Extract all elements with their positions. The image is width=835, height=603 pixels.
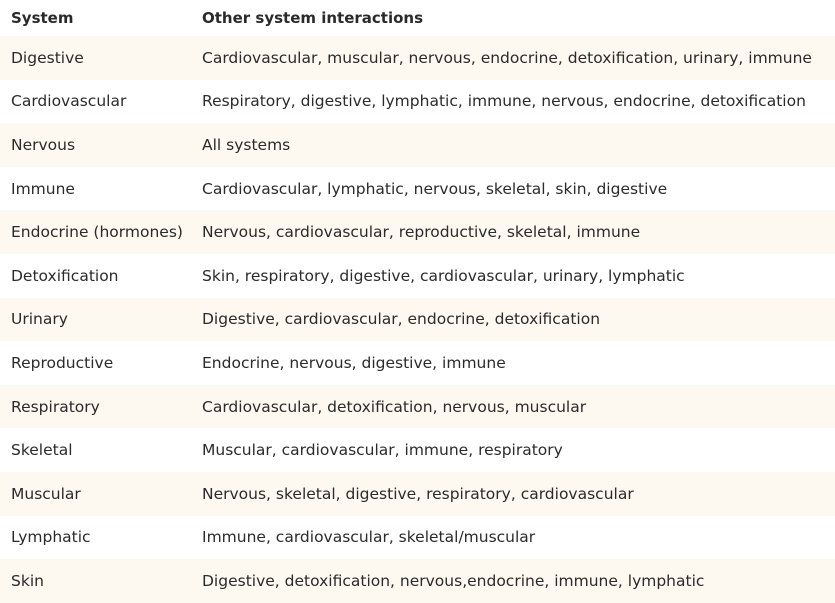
interactions-cell: Digestive, detoxification, nervous,endocrine, immune, lymphatic <box>202 571 705 590</box>
table-row <box>0 298 835 342</box>
table-row <box>0 80 835 124</box>
table-row <box>0 472 835 516</box>
system-cell: Urinary <box>11 310 68 329</box>
table-row <box>0 210 835 254</box>
system-cell: Nervous <box>11 135 76 154</box>
interactions-cell: Endocrine, nervous, digestive, immune <box>202 353 506 372</box>
system-cell: Reproductive <box>11 353 114 372</box>
interactions-cell: Digestive, cardiovascular, endocrine, detoxification <box>202 310 601 329</box>
table-row <box>0 516 835 560</box>
table-row <box>0 428 835 472</box>
interactions-cell: Respiratory, digestive, lymphatic, immune, nervous, endocrine, detoxification <box>202 92 806 111</box>
interactions-cell: Immune, cardiovascular, skeletal/muscular <box>202 528 536 547</box>
interactions-cell: Skin, respiratory, digestive, cardiovascular, urinary, lymphatic <box>202 266 685 285</box>
table-row <box>0 254 835 298</box>
interactions-cell: All systems <box>202 135 291 154</box>
header-system: System <box>11 9 74 27</box>
table-row <box>0 167 835 211</box>
system-cell: Muscular <box>11 484 81 503</box>
interactions-cell: Cardiovascular, lymphatic, nervous, skeletal, skin, digestive <box>202 179 668 198</box>
table-row <box>0 559 835 603</box>
table-row <box>0 36 835 80</box>
system-cell: Immune <box>11 179 75 198</box>
system-cell: Endocrine (hormones) <box>11 223 183 242</box>
interactions-cell: Muscular, cardiovascular, immune, respiratory <box>202 441 563 460</box>
system-cell: Lymphatic <box>11 528 91 547</box>
interactions-cell: Nervous, skeletal, digestive, respiratory, cardiovascular <box>202 484 634 503</box>
interactions-cell: Cardiovascular, detoxification, nervous, muscular <box>202 397 587 416</box>
system-cell: Skeletal <box>11 441 73 460</box>
interactions-cell: Nervous, cardiovascular, reproductive, skeletal, immune <box>202 223 641 242</box>
table-row <box>0 341 835 385</box>
table-header-row <box>0 0 835 36</box>
system-cell: Respiratory <box>11 397 100 416</box>
system-cell: Skin <box>11 571 44 590</box>
system-cell: Detoxification <box>11 266 119 285</box>
system-cell: Cardiovascular <box>11 92 127 111</box>
table-row <box>0 385 835 429</box>
system-cell: Digestive <box>11 48 84 67</box>
table-row <box>0 123 835 167</box>
header-interactions: Other system interactions <box>202 9 424 27</box>
interactions-cell: Cardiovascular, muscular, nervous, endocrine, detoxification, urinary, immune <box>202 48 812 67</box>
